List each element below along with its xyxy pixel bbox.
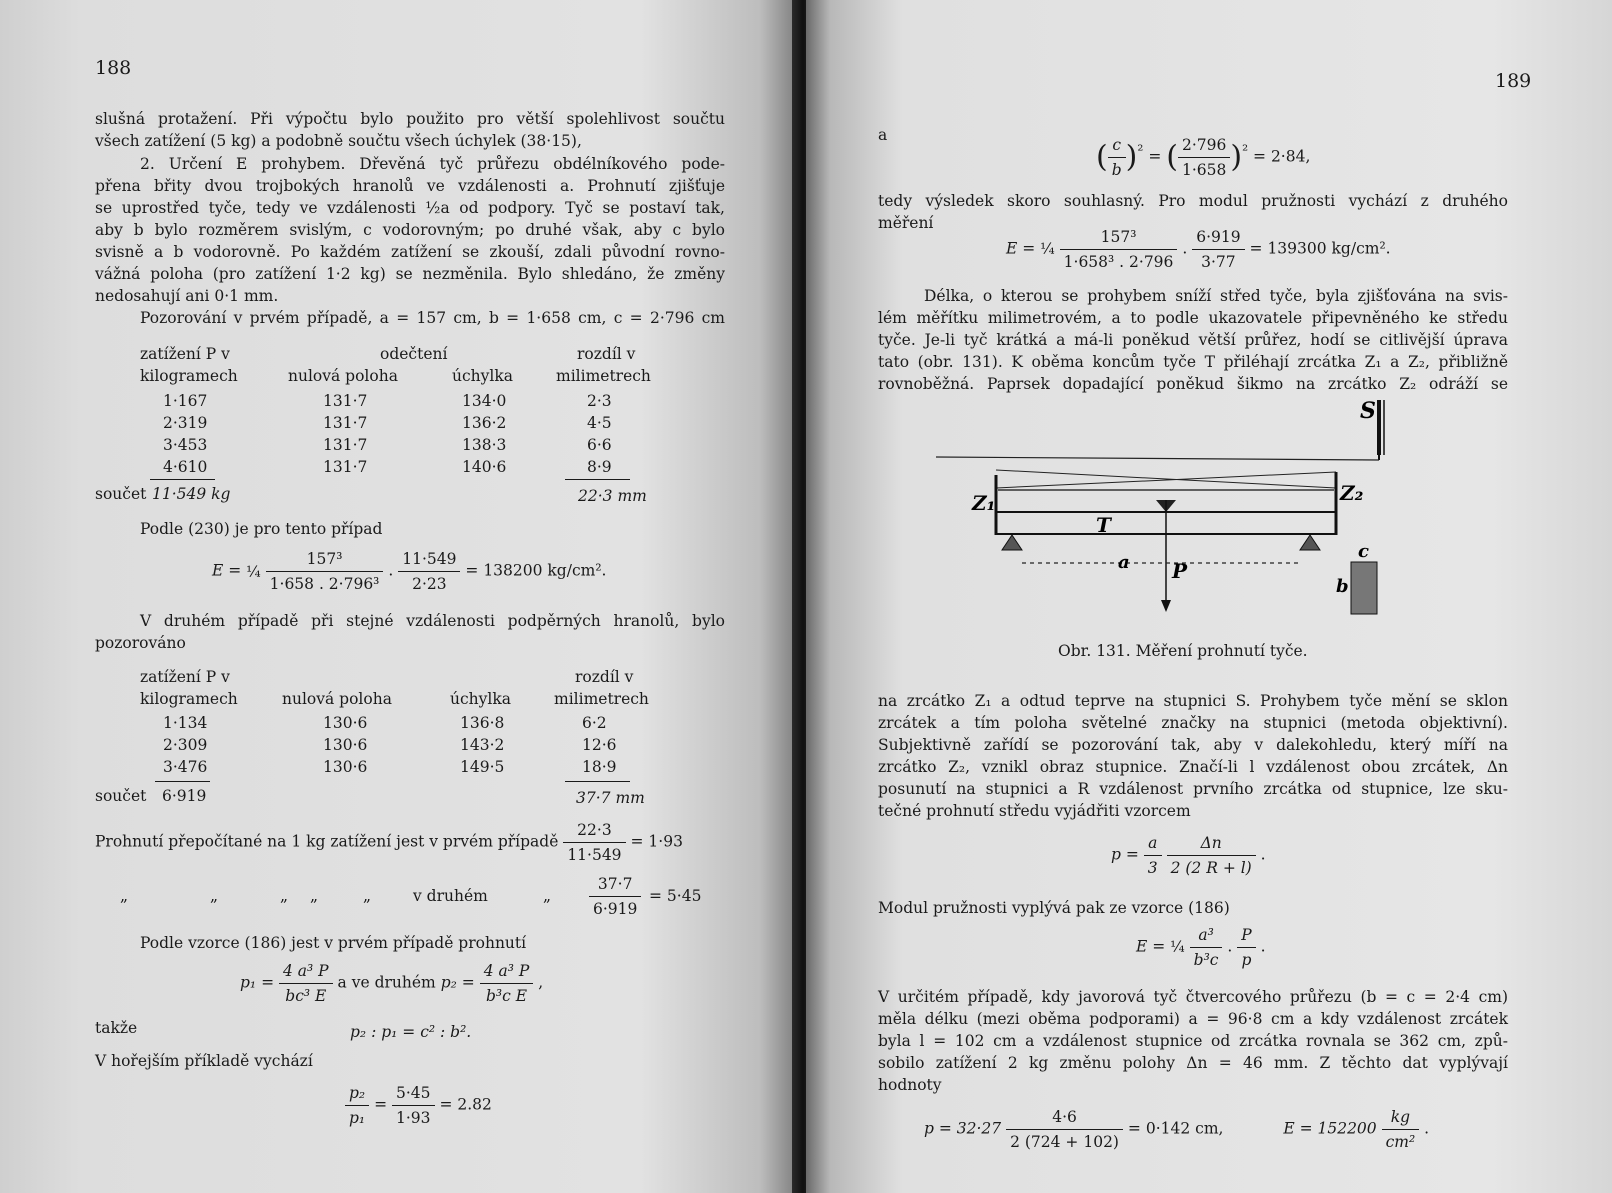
text-line: tyče. Je-li tyč krátká a má-li poněkud větší průřez, hodí se citlivější úprava <box>878 331 1508 349</box>
text-line: slušná protažení. Při výpočtu bylo použito pro větší spolehlivost součtu <box>95 110 725 128</box>
label-a: a <box>1118 552 1130 573</box>
table-column <box>163 390 207 478</box>
table-cell: 4·610 <box>163 458 208 476</box>
text-line: takže <box>95 1019 138 1037</box>
sum-value: 37·7 mm <box>576 789 645 807</box>
text-line: svisně a b vodorovně. Po každém zatížení se zkouší, zdali původní rovno- <box>95 243 725 261</box>
equation-p: p₁ = $\frac{\text{4 a³ P}}{\text{bc³ E}}$ a ve druhém p₂ = $\frac{\text{4 a³ P}}{\text{b³c E}}$ , <box>240 962 544 1005</box>
equation-final: p = 32·27 $\frac{4\cdot 6}{2 (724 + 102)}$ = 0·142 cm, E = 152200 $\frac{kg}{\text{cm²}}$ . <box>924 1108 1430 1151</box>
table-cell: 130·6 <box>323 758 368 776</box>
table-cell: 3·476 <box>163 758 208 776</box>
table-header: nulová poloha <box>288 367 398 385</box>
label-T: T <box>1096 513 1111 537</box>
text-line: rovnoběžná. Paprsek dopadající poněkud šikmo na zrcátko Z₂ odráží se <box>878 375 1508 393</box>
table-cell: 131·7 <box>323 414 368 432</box>
text-line: tečné prohnutí středu vyjádřiti vzorcem <box>878 802 1191 820</box>
table-cell: 131·7 <box>323 436 368 454</box>
table-header: milimetrech <box>556 367 651 385</box>
text-line: 2. Určení E prohybem. Dřevěná tyč průřezu obdélníkového pode- <box>140 155 725 173</box>
text-line: V druhém případě při stejné vzdálenosti podpěrných hranolů, bylo <box>140 612 725 630</box>
text-line: V určitém případě, kdy javorová tyč čtvercového průřezu (b = c = 2·4 cm) <box>878 988 1508 1006</box>
table-header: rozdíl v <box>577 345 636 363</box>
table-header: úchylka <box>452 367 513 385</box>
support-left <box>1002 535 1022 550</box>
sum-value: 22·3 mm <box>578 487 647 505</box>
text-line: Pozorování v prvém případě, a = 157 cm, b = 1·658 cm, c = 2·796 cm <box>140 309 725 327</box>
text-line: Délka, o kterou se prohybem sníží střed tyče, byla zjišťována na svis- <box>924 287 1508 305</box>
page-number: 188 <box>95 57 132 79</box>
table-column <box>582 712 617 778</box>
sum-value: 11·549 kg <box>152 485 231 503</box>
table-cell: 130·6 <box>323 714 368 732</box>
text-line: všech zatížení (5 kg) a podobně součtu všech úchylek (38·15), <box>95 132 582 150</box>
text-line: lém měřítku milimetrovém, a to podle ukazovatele připevněného ke středu <box>878 309 1508 327</box>
text-line: měření <box>878 214 934 232</box>
text-line: hodnoty <box>878 1076 942 1094</box>
figure-131 <box>936 400 1456 640</box>
table-header: zatížení P v <box>140 345 230 363</box>
light-ray <box>936 457 1379 460</box>
equation-E1: E = ¼ $\frac{\text{157³}}{\text{1·658 . 2·796³}}$ . $\frac{11\cdot 549}{2\cdot 23}$ = 138200 kg/cm². <box>212 550 607 593</box>
label-c: c <box>1358 541 1369 562</box>
text-line: byla l = 102 cm a vzdálenost stupnice od zrcátka rovnala se 362 cm, způ- <box>878 1032 1508 1050</box>
text-line: Podle vzorce (186) jest v prvém případě prohnutí <box>140 934 527 952</box>
cross-section <box>1351 562 1377 614</box>
table-cell: 8·9 <box>587 458 612 476</box>
table-cell: 130·6 <box>323 736 368 754</box>
sum-label: součet <box>95 787 147 805</box>
table-cell: 2·319 <box>163 414 208 432</box>
equation-ratio: p₂ : p₁ = c² : b². <box>350 1023 472 1041</box>
label-b: b <box>1336 576 1349 597</box>
table-column <box>462 390 506 478</box>
label-Z2: Z₂ <box>1340 481 1364 505</box>
equation-p-mirror: p = $\frac{a}{3}$ $\frac{\Delta n}{2 (2 R + l)}$ . <box>1111 834 1266 877</box>
text-line: tato (obr. 131). K oběma koncům tyče T přiléhají zrcátka Z₁ a Z₂, přibližně <box>878 353 1508 371</box>
table-column <box>587 390 612 478</box>
table-cell: 136·2 <box>462 414 507 432</box>
table-cell: 1·134 <box>163 714 208 732</box>
equation-E2: E = ¼ $\frac{\text{157³}}{\text{1·658³ . 2·796}}$ . $\frac{6\cdot 919}{3\cdot 77}$ = 139300 kg/cm². <box>1006 228 1391 271</box>
table-cell: 18·9 <box>582 758 617 776</box>
deflection-line-1: Prohnutí přepočítané na 1 kg zatížení jest v prvém případě $\frac{22\cdot 3}{11\cdot 549}$ = 1·93 <box>95 821 683 864</box>
table-header: nulová poloha <box>282 690 392 708</box>
table-cell: 138·3 <box>462 436 507 454</box>
figure-caption: Obr. 131. Měření prohnutí tyče. <box>1058 642 1308 660</box>
text-line: sobilo zatížení 2 kg změnu polohy Δn = 46 mm. Z těchto dat vyplývají <box>878 1054 1508 1072</box>
table-column <box>163 712 207 778</box>
equation-cb: ( $\frac{c}{b}$ )$^{^2}$ = ( $\frac{2\cdot 796}{1\cdot 658}$ )$^{^2}$ = 2·84, <box>1096 136 1311 179</box>
table-header: rozdíl v <box>575 668 634 686</box>
text-line: tedy výsledek skoro souhlasný. Pro modul pružnosti vychází z druhého <box>878 192 1508 210</box>
table-header: kilogramech <box>140 690 238 708</box>
sum-rule <box>150 479 215 480</box>
table-cell: 136·8 <box>460 714 505 732</box>
table-header: zatížení P v <box>140 668 230 686</box>
text-line: zrcátek a tím poloha světelné značky na stupnici (metoda objektivní). <box>878 714 1508 732</box>
text-line: měla délku (mezi oběma podporami) a = 96·8 cm a kdy vzdálenost zrcátek <box>878 1010 1508 1028</box>
table-cell: 12·6 <box>582 736 617 754</box>
table-header: milimetrech <box>554 690 649 708</box>
text-line: Subjektivně zařídí se pozorování tak, aby v dalekohledu, který míří na <box>878 736 1508 754</box>
table-cell: 4·5 <box>587 414 612 432</box>
table-column <box>323 712 367 778</box>
text-line: Modul pružnosti vyplývá pak ze vzorce (186) <box>878 899 1230 917</box>
table-cell: 2·309 <box>163 736 208 754</box>
page-number: 189 <box>1495 70 1532 92</box>
table-cell: 131·7 <box>323 458 368 476</box>
text-line: se uprostřed tyče, tedy ve vzdálenosti ½a od podpory. Tyč se postaví tak, <box>95 199 725 217</box>
text-line: na zrcátko Z₁ a odtud teprve na stupnici S. Prohybem tyče mění se sklon <box>878 692 1508 710</box>
text-line: pozorováno <box>95 634 186 652</box>
table-cell: 131·7 <box>323 392 368 410</box>
sum-rule <box>565 781 630 782</box>
support-right <box>1300 535 1320 550</box>
text-line: zrcátko Z₂, vznikl obraz stupnice. Značí-li l vzdálenost obou zrcátek, Δn <box>878 758 1508 776</box>
sum-rule <box>155 781 210 782</box>
table-cell: 6·2 <box>582 714 607 732</box>
text-line: Podle (230) je pro tento případ <box>140 520 383 538</box>
table-cell: 149·5 <box>460 758 505 776</box>
text-line: aby b bylo rozměrem svislým, c vodorovným; po druhé však, aby c bylo <box>95 221 725 239</box>
equation-E3: E = ¼ $\frac{\text{a³}}{\text{b³c}}$ . $\frac{P}{p}$ . <box>1136 926 1266 969</box>
table-header: kilogramech <box>140 367 238 385</box>
text-line: a <box>878 126 888 144</box>
table-column <box>323 390 367 478</box>
table-cell: 6·6 <box>587 436 612 454</box>
table-cell: 1·167 <box>163 392 208 410</box>
text-line: posunutí na stupnici a R vzdálenost prvního zrcátka od stupnice, lze sku- <box>878 780 1508 798</box>
text-line: V hořejším příkladě vychází <box>95 1052 313 1070</box>
table-cell: 3·453 <box>163 436 208 454</box>
table-cell: 143·2 <box>460 736 505 754</box>
table-header: odečtení <box>380 345 448 363</box>
force-P-arrow <box>1161 600 1171 612</box>
table-header: úchylka <box>450 690 511 708</box>
text-line: vážná poloha (pro zatížení 1·2 kg) se nezměnila. Bylo shledáno, že změny <box>95 265 725 283</box>
label-S: S <box>1360 400 1376 424</box>
label-Z1: Z₁ <box>972 491 996 515</box>
left-page: 188 slušná protažení. Při výpočtu bylo použito pro větší spolehlivost součtu všech zatížení (5 kg) a podobně součtu všech úchylek (38·15), 2. Určení E prohybem. Dřevěná tyč průřezu obdélníkového pode- přena břity dvou trojbokých hranolů ve vzdálenosti a. Prohnutí zjišťuje se uprostřed tyče, tedy ve vzdálenosti ½a od podpory. Tyč se postaví tak, aby b bylo rozměrem svislým, c vodorovným; po druhé však, aby c bylo svisně a b vodorovně. Po každém zatížení se zkouší, zdali původní rovno- vážná poloha (pro zatížení 1·2 kg) se nezměnila. Bylo shledáno, že změny nedosahují ani 0·1 mm. Pozorování v prvém případě, a = 157 cm, b = 1·658 cm, c = 2·796 cm zatížení P v kilogramech odečtení nulová poloha úchylka rozdíl v milimetrech 1·167 2·319 3·453 4·610 131·7 131·7 131·7 131·7 134·0 136·2 138·3 140·6 2·3 4·5 6·6 8·9 součet 11·549 kg 22·3 mm Podle (230) je pro tento případ E = ¼ $\frac{\text{157³}}{\text{1·658 . 2·796³}}$ . $\frac{11\cdot 549}{2\cdot 23}$ = 138200 kg/cm². V druhém případě při stejné vzdálenosti podpěrných hranolů, bylo pozorováno zatížení P v kilogramech nulová poloha úchylka rozdíl v milimetrech 1·134 2·309 3·476 130·6 130·6 130·6 136·8 143·2 149·5 6·2 12·6 18·9 součet 6·919 37·7 mm Prohnutí přepočítané na 1 kg zatížení jest v prvém případě $\frac{22\cdot 3}{11\cdot 549}$ = 1·93 „ „ „ „ „ v druhém „ $\frac{37\cdot 7}{6\cdot 919}$ = 5·45 Podle vzorce (186) jest v prvém případě prohnutí p₁ = $\frac{\text{4 a³ P}}{\text{bc³ E}}$ a ve druhém p₂ = $\frac{\text{4 a³ P}}{\text{b³c E}}$ , takže p₂ : p₁ = c² : b². V hořejším příkladě vychází $\frac{\text{p₂}}{\text{p₁}}$ = $\frac{5\cdot 45}{1\cdot 93}$ = 2.82 <box>0 0 800 1193</box>
sum-value: 6·919 <box>162 787 207 805</box>
label-P: P <box>1172 559 1188 583</box>
sum-rule <box>565 479 630 480</box>
table-cell: 2·3 <box>587 392 612 410</box>
text-line: přena břity dvou trojbokých hranolů ve vzdálenosti a. Prohnutí zjišťuje <box>95 177 725 195</box>
right-page <box>806 0 1612 1193</box>
text-line: nedosahují ani 0·1 mm. <box>95 287 279 305</box>
sum-label: součet <box>95 485 147 503</box>
table-column <box>460 712 504 778</box>
table-cell: 134·0 <box>462 392 507 410</box>
equation-ratio-value: $\frac{\text{p₂}}{\text{p₁}}$ = $\frac{5\cdot 45}{1\cdot 93}$ = 2.82 <box>345 1082 492 1129</box>
table-cell: 140·6 <box>462 458 507 476</box>
